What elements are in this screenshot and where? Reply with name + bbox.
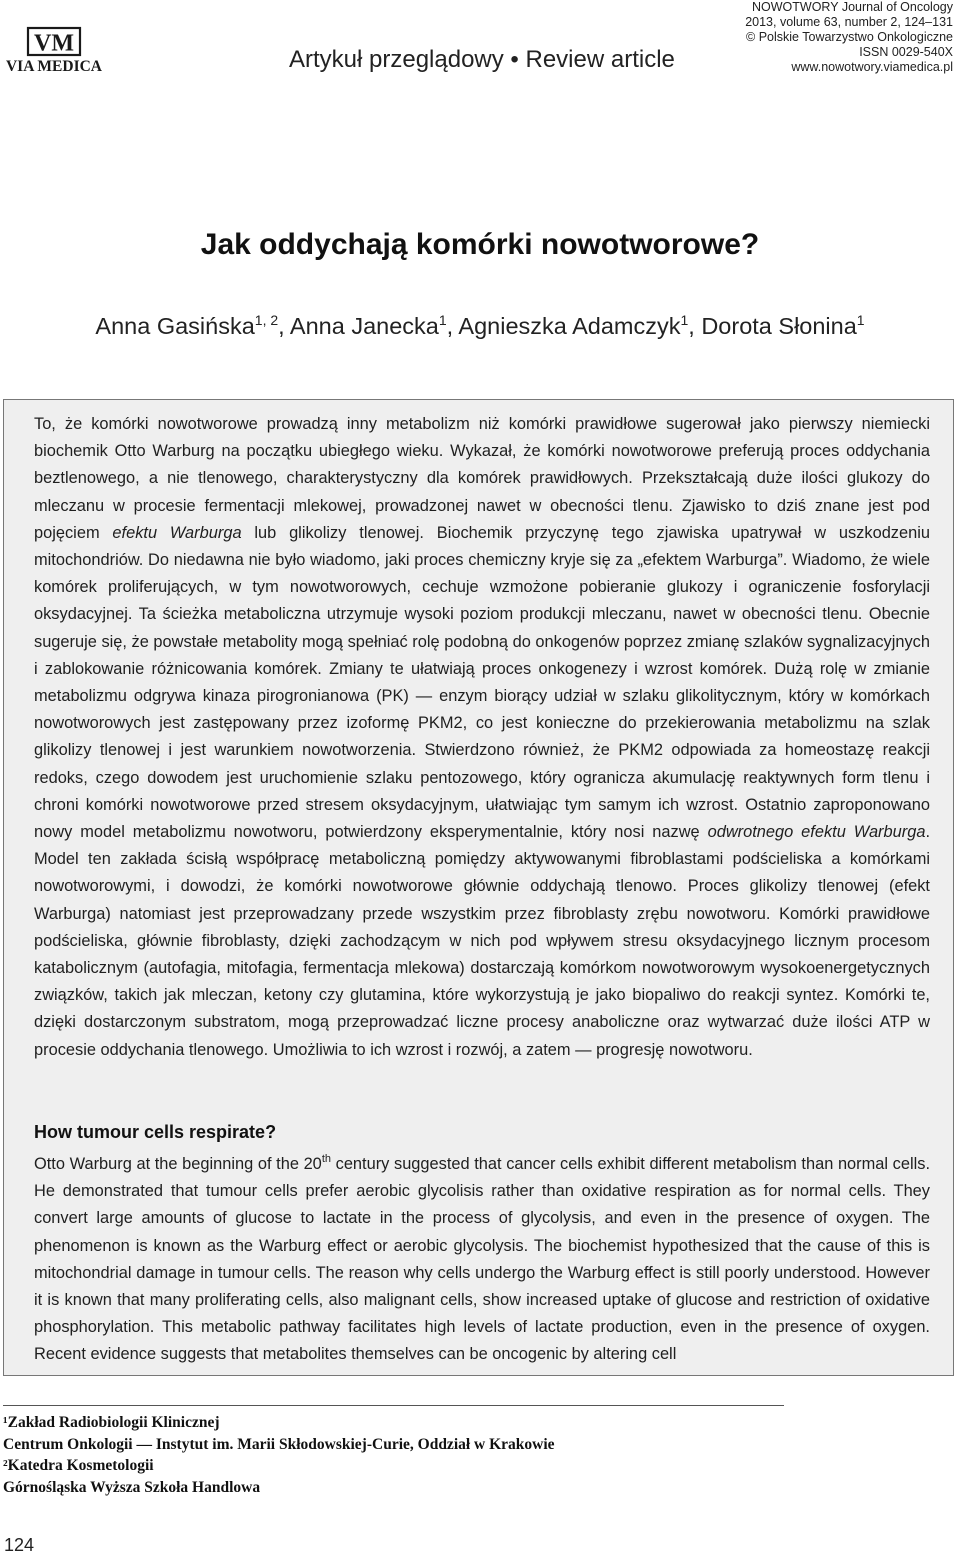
affiliation-line: ¹Zakład Radiobiologii Klinicznej: [3, 1414, 220, 1431]
journal-line-copyright: © Polskie Towarzystwo Onkologiczne: [746, 30, 953, 44]
author-name: Anna Janecka: [289, 313, 439, 339]
abstract-pl-text: lub glikolizy tlenowej. Biochemik przyczynę tego zjawiska upatrywał w uszkodzeniu mitochondriów. Do niedawna nie było wiadomo, jaki proces chemiczny kryje się za „efektem Warburga”. Wiadomo, że wiele komórek proliferujących, w tym nowotworowych, cechuje wzmożone pobieranie glukozy i ograniczenie fosforylacji oksydacyjnej. Ta ścieżka metaboliczna utrzymuje wysoki poziom produkcji mleczanu, nawet w obecności tlenu. Obecnie sugeruje się, że powstałe metabolity mogą spełniać rolę podobną do onkogenów poprzez zmianę szlaków sygnalizacyjnych i zablokowanie różnicowania komórek. Zmiany te ułatwiają proces onkogenezy i wzrost komórek. Dużą rolę w zmianie metabolizmu odgrywa kinaza pirogronianowa (PK) — enzym biorący udział w szlaku glikolitycznym, który w komórkach nowotworowych jest zastępowany przez izoformę PKM2, co jest konieczne do przekierowania metabolizmu na szlak glikolizy tlenowej i jest warunkiem nowotworzenia. Stwierdzono również, że PKM2 odpowiada za homeostazę reakcji redoks, czego dowodem jest uruchomienie szlaku pentozowego, który ogranicza akumulację reaktywnych form tlenu i chroni komórki nowotworowe przed stresem oksydacyjnym, ułatwiając tym samym ich wzrost. Ostatnio zaproponowano nowy model metabolizmu nowotworu, potwierdzony eksperymentalnie, który nosi nazwę: [34, 523, 930, 842]
via-medica-logo: [4, 26, 104, 76]
author-separator: ,: [688, 313, 702, 339]
affiliation-footnotes: [3, 1412, 555, 1498]
author-separator: ,: [278, 313, 290, 339]
logo-mark: VM: [34, 30, 74, 57]
abstract-en-text: century suggested that cancer cells exhibit different metabolism than normal cells. He demonstrated that tumour cells prefer aerobic glycolisis rather than oxidative respiration as for normal cells. They convert large amounts of glucose to lactate in the process of glycolysis, and even in the presence of oxygen. The phenomenon is known as the Warburg effect or aerobic glycolysis. The biochemist hypothesized that the cause of this is mitochondrial damage in tumour cells. The reason why cells undergo the Warburg effect is still poorly understood. However it is known that many proliferating cells, also malignant cells, show increased uptake of glucose and restriction of oxidative phosphorylation. This metabolic pathway facilitates high levels of lactate production, even in the presence of oxygen. Recent evidence suggests that metabolites themselves can be oncogenic by altering cell: [34, 1155, 931, 1364]
author-name: Dorota Słonina: [701, 313, 857, 339]
author-affiliation: 1: [438, 312, 447, 328]
page-number: 124: [4, 1535, 35, 1555]
journal-line-name: NOWOTWORY Journal of Oncology: [752, 0, 953, 14]
abstract-box: [3, 399, 954, 1376]
abstract-en-text: Otto Warburg at the beginning of the 20: [34, 1155, 322, 1173]
article-type: Artykuł przeglądowy • Review article: [289, 46, 675, 73]
abstract-english-title: How tumour cells respirate?: [34, 1122, 277, 1142]
abstract-polish: [34, 411, 930, 1064]
author-affiliation: 1, 2: [254, 312, 279, 328]
abstract-pl-emphasis: odwrotnego efektu Warburga: [707, 823, 926, 842]
article-title: Jak oddychają komórki nowotworowe?: [200, 228, 760, 261]
author-affiliation: 1: [680, 312, 689, 328]
journal-line-url[interactable]: www.nowotwory.viamedica.pl: [791, 60, 953, 74]
author-separator: ,: [446, 313, 459, 339]
logo-text: VIA MEDICA: [5, 58, 103, 75]
author-name: Agnieszka Adamczyk: [458, 313, 681, 339]
affiliation-line: ²Katedra Kosmetologii: [3, 1457, 154, 1474]
journal-line-volume: 2013, volume 63, number 2, 124–131: [745, 15, 953, 29]
journal-info: [745, 0, 953, 75]
affiliation-line: Górnośląska Wyższa Szkoła Handlowa: [3, 1478, 261, 1496]
author-list: [0, 313, 960, 340]
author-affiliation: 1: [856, 312, 865, 328]
abstract-pl-emphasis: efektu Warburga: [112, 523, 242, 542]
journal-line-issn: ISSN 0029-540X: [859, 45, 953, 59]
abstract-english: [34, 1151, 930, 1369]
footnote-divider: [3, 1405, 784, 1406]
abstract-pl-text: . Model ten zakłada ścisłą współpracę metaboliczną pomiędzy aktywowanymi fibroblastami podścieliska a komórkami nowotworowymi, i dowodzi, że komórki nowotworowe głównie oddychają tlenowo. Proces glikolizy tlenowej (efekt Warburga) natomiast jest przeprowadzany przede wszystkim przez fibroblasty zrębu nowotworu. Komórki prawidłowe podścieliska, głównie fibroblasty, dzięki zachodzącym w nich pod wpływem stresu oksydacyjnego licznym procesom katabolicznym (autofagia, mitofagia, fermentacja mlekowa) dostarczają komórkom nowotworowym wysokoenergetycznych związków, takich jak mleczan, ketony czy glutamina, które wykorzystują je jako biopaliwo do reakcji syntez. Komórki te, dzięki dostarczonym substratom, mogą przeprowadzać liczne procesy anaboliczne oraz wytwarzać duże ilości ATP w procesie oddychania tlenowego. Umożliwia to ich wzrost i rozwój, a zatem — progresję nowotworu.: [34, 823, 930, 1059]
abstract-en-superscript: th: [321, 1153, 331, 1165]
author-name: Anna Gasińska: [95, 313, 255, 339]
affiliation-line: Centrum Onkologii — Instytut im. Marii Skłodowskiej-Curie, Oddział w Krakowie: [3, 1435, 555, 1453]
abstract-pl-text: To, że komórki nowotworowe prowadzą inny metabolizm niż komórki prawidłowe sugerował jako pierwszy niemiecki biochemik Otto Warburg na początku ubiegłego wieku. Wykazał, że komórki nowotworowe preferują proces oddychania beztlenowego, a nie tlenowego, charakterystyczny dla komórek prawidłowych. Przekształcają duże ilości glukozy do mleczanu w procesie fermentacji mlekowej, prowadzonej nawet w obecności tlenu. Zjawisko to dziś znane jest pod pojęciem: [34, 415, 930, 542]
